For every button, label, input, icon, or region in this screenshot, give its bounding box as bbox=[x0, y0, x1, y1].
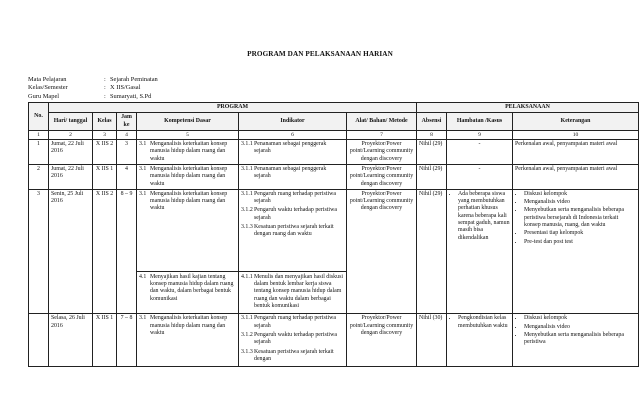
header-kelas: Kelas bbox=[93, 113, 117, 131]
cell-hari: Jumat, 22 Juli 2016 bbox=[49, 164, 93, 189]
kd-text: Menganalisis keterkaitan konsep manusia hidup dalam ruang dan waktu bbox=[150, 190, 228, 212]
table-row bbox=[29, 140, 639, 165]
kd-number: 3.1 bbox=[139, 141, 147, 148]
kd-number: 3.1 bbox=[139, 315, 147, 322]
indikator-number: 3.1.2 bbox=[241, 331, 253, 338]
cell-keterangan bbox=[513, 189, 639, 313]
indikator-text: Penanaman sebagai penggerak sejarah bbox=[254, 165, 327, 180]
cell-no bbox=[29, 314, 49, 367]
table-row bbox=[29, 314, 639, 367]
cell-alat: Proyektor/Power point/Learning community dengan discovery bbox=[347, 140, 417, 165]
meta-value: Sumaryati, S.Pd bbox=[110, 92, 152, 100]
meta-key: Mata Pelajaran bbox=[28, 76, 67, 83]
column-number: 9 bbox=[447, 130, 513, 139]
cell-hambatan bbox=[447, 314, 513, 367]
cell-keterangan: Perkenalan awal, penyampaian materi awal bbox=[513, 140, 639, 165]
cell-hari: Selasa, 26 Juli 2016 bbox=[49, 314, 93, 367]
meta-row-teacher: Guru Mapel : Sumaryati, S.Pd bbox=[28, 92, 152, 100]
cell-kelas: X IIS 2 bbox=[93, 140, 117, 165]
indikator-number: 3.1.2 bbox=[241, 207, 253, 214]
cell-kelas: X IIS 1 bbox=[93, 164, 117, 189]
cell-jam: 4 bbox=[117, 164, 137, 189]
cell-kd bbox=[137, 314, 239, 367]
table-row bbox=[29, 164, 639, 189]
kd-text: Menganalisis keterkaitan konsep manusia hidup dalam ruang dan waktu bbox=[150, 141, 228, 162]
cell-alat: Proyektor/Power point/Learning community dengan discovery bbox=[347, 164, 417, 189]
column-number: 4 bbox=[117, 130, 137, 139]
meta-key: Guru Mapel bbox=[28, 92, 60, 100]
indikator-number: 3.1.1 bbox=[241, 165, 253, 172]
column-number: 2 bbox=[49, 130, 93, 139]
cell-no: 1 bbox=[29, 140, 49, 165]
kd-number: 4.1 bbox=[139, 273, 147, 280]
cell-absensi: Nihil (29) bbox=[417, 140, 447, 165]
indikator-number: 3.1.1 bbox=[241, 141, 253, 148]
document-meta bbox=[28, 76, 158, 101]
list-item: • Diskusi kelompok bbox=[524, 191, 636, 198]
kd-text: Menyajikan hasil kajian tentang konsep manusia hidup dalam ruang dan waktu, dalam berbagai bentuk komunikasi bbox=[150, 273, 234, 302]
cell-hari: Jumat, 22 Juli 2016 bbox=[49, 140, 93, 165]
cell-kelas: X IIS 2 bbox=[93, 189, 117, 313]
cell-keterangan: Perkenalan awal, penyampaian materi awal bbox=[513, 164, 639, 189]
header-pelaksanaan: PELAKSANAAN bbox=[417, 103, 639, 113]
cell-jam: 7 – 8 bbox=[117, 314, 137, 367]
list-item: • Presentasi tiap kelompok bbox=[524, 230, 636, 237]
meta-value: Sejarah Peminatan bbox=[110, 76, 158, 83]
column-number-row bbox=[29, 130, 639, 139]
cell-kelas: X IIS 1 bbox=[93, 314, 117, 367]
cell-hambatan: - bbox=[447, 140, 513, 165]
meta-value: X IIS/Gasal bbox=[110, 84, 141, 92]
kd-number: 3.1 bbox=[139, 165, 147, 172]
indikator-text: Penanaman sebagai penggerak sejarah bbox=[254, 141, 327, 155]
kd-text: Menganalisis keterkaitan konsep manusia hidup dalam ruang dan waktu bbox=[150, 165, 228, 187]
indikator-number: 3.1.1 bbox=[241, 190, 253, 197]
header-keterangan: Keterangan bbox=[513, 113, 639, 131]
cell-jam: 8 – 9 bbox=[117, 189, 137, 313]
program-table bbox=[28, 102, 639, 367]
header-hari: Hari/ tanggal bbox=[49, 113, 93, 131]
list-item: • Pengkondisian kelas membutuhkan waktu bbox=[458, 315, 510, 330]
column-number: 8 bbox=[417, 130, 447, 139]
indikator-number: 3.1.3 bbox=[241, 224, 253, 231]
header-indikator: Indikator bbox=[239, 113, 347, 131]
header-kd: Kompetensi Dasar bbox=[137, 113, 239, 131]
indikator-text: Menulis dan menyajikan hasil diskusi dalam bentuk lembar kerja siswa tentang konsep manusia hidup dalam ruang dan waktu dalam berbagai bentuk komunikasi bbox=[254, 273, 344, 310]
cell-hari: Senin, 25 Juli 2016 bbox=[49, 189, 93, 313]
indikator-text: Pengaruh waktu terhadap peristiwa sejarah bbox=[254, 207, 337, 221]
meta-key: Kelas/Semester bbox=[28, 84, 68, 92]
header-absensi: Absensi bbox=[417, 113, 447, 131]
indikator-text: Pengaruh waktu terhadap peristiwa sejarah bbox=[254, 331, 337, 346]
cell-no: 3 bbox=[29, 189, 49, 313]
header-alat: Alat/ Bahan/ Metode bbox=[347, 113, 417, 131]
meta-row-subject: Mata Pelajaran : Sejarah Peminatan bbox=[28, 76, 158, 83]
list-item: • Pre-test dan post test bbox=[524, 239, 636, 246]
indikator-text: Pengaruh ruang terhadap peristiwa sejarah bbox=[254, 315, 336, 329]
column-number: 3 bbox=[93, 130, 117, 139]
cell-absensi: Nihil (29) bbox=[417, 164, 447, 189]
cell-indikator bbox=[239, 140, 347, 165]
header-no: No. bbox=[29, 103, 49, 131]
list-item: • Menganalisis video bbox=[524, 199, 636, 206]
indikator-number: 4.1.1 bbox=[241, 273, 253, 280]
kd-number: 3.1 bbox=[139, 190, 147, 197]
cell-keterangan bbox=[513, 314, 639, 367]
cell-indikator bbox=[239, 164, 347, 189]
cell-hambatan bbox=[447, 189, 513, 313]
cell-absensi: Nihil (29) bbox=[417, 189, 447, 313]
indikator-number: 3.1.3 bbox=[241, 348, 253, 355]
cell-kd bbox=[137, 189, 239, 313]
header-program: PROGRAM bbox=[49, 103, 417, 113]
column-number: 10 bbox=[513, 130, 639, 139]
cell-kd bbox=[137, 140, 239, 165]
page-title: PROGRAM DAN PELAKSANAAN HARIAN bbox=[247, 50, 393, 58]
cell-indikator bbox=[239, 314, 347, 367]
list-item: • Ada beberapa siswa yang membutuhkan perhatian khusus karena beberapa kali sempat gaduh, namun masih bisa dikendalikan bbox=[458, 191, 510, 242]
indikator-text: Pengaruh ruang terhadap peristiwa sejarah bbox=[254, 190, 336, 205]
cell-jam: 3 bbox=[117, 140, 137, 165]
cell-hambatan: - bbox=[447, 164, 513, 189]
cell-absensi: Nihil (30) bbox=[417, 314, 447, 367]
cell-alat: Proyektor/Power point/Learning community dengan discovery bbox=[347, 189, 417, 313]
meta-row-class: Kelas/Semester : X IIS/Gasal bbox=[28, 84, 141, 92]
indikator-text: Kesatuan peristiwa sejarah terkait dengan ruang dan waktu bbox=[254, 224, 334, 238]
header-jam: Jam ke bbox=[117, 113, 137, 131]
indikator-number: 3.1.1 bbox=[241, 315, 253, 322]
cell-indikator bbox=[239, 189, 347, 313]
kd-text: Menganalisis keterkaitan konsep manusia hidup dalam ruang dan waktu bbox=[150, 315, 228, 336]
indikator-text: Kesatuan peristiwa sejarah terkait dengan bbox=[254, 348, 334, 362]
column-number: 5 bbox=[137, 130, 239, 139]
cell-alat: Proyektor/Power point/Learning community dengan discovery bbox=[347, 314, 417, 367]
cell-no: 2 bbox=[29, 164, 49, 189]
column-number: 1 bbox=[29, 130, 49, 139]
cell-kd bbox=[137, 164, 239, 189]
list-item: • Menyebutkan serta menganalisis beberapa peristiwa bbox=[524, 332, 636, 347]
table-row bbox=[29, 189, 639, 313]
column-number: 7 bbox=[347, 130, 417, 139]
list-item: • Diskusi kelompok bbox=[524, 315, 636, 322]
header-hambatan: Hambatan /Kasus bbox=[447, 113, 513, 131]
column-number: 6 bbox=[239, 130, 347, 139]
list-item: • Menganalisis video bbox=[524, 324, 636, 331]
list-item: • Menyebutkan serta menganalisis beberapa peristiwa bersejarah di Indonesia terkait konsep manusia, ruang, dan waktu bbox=[524, 207, 636, 229]
